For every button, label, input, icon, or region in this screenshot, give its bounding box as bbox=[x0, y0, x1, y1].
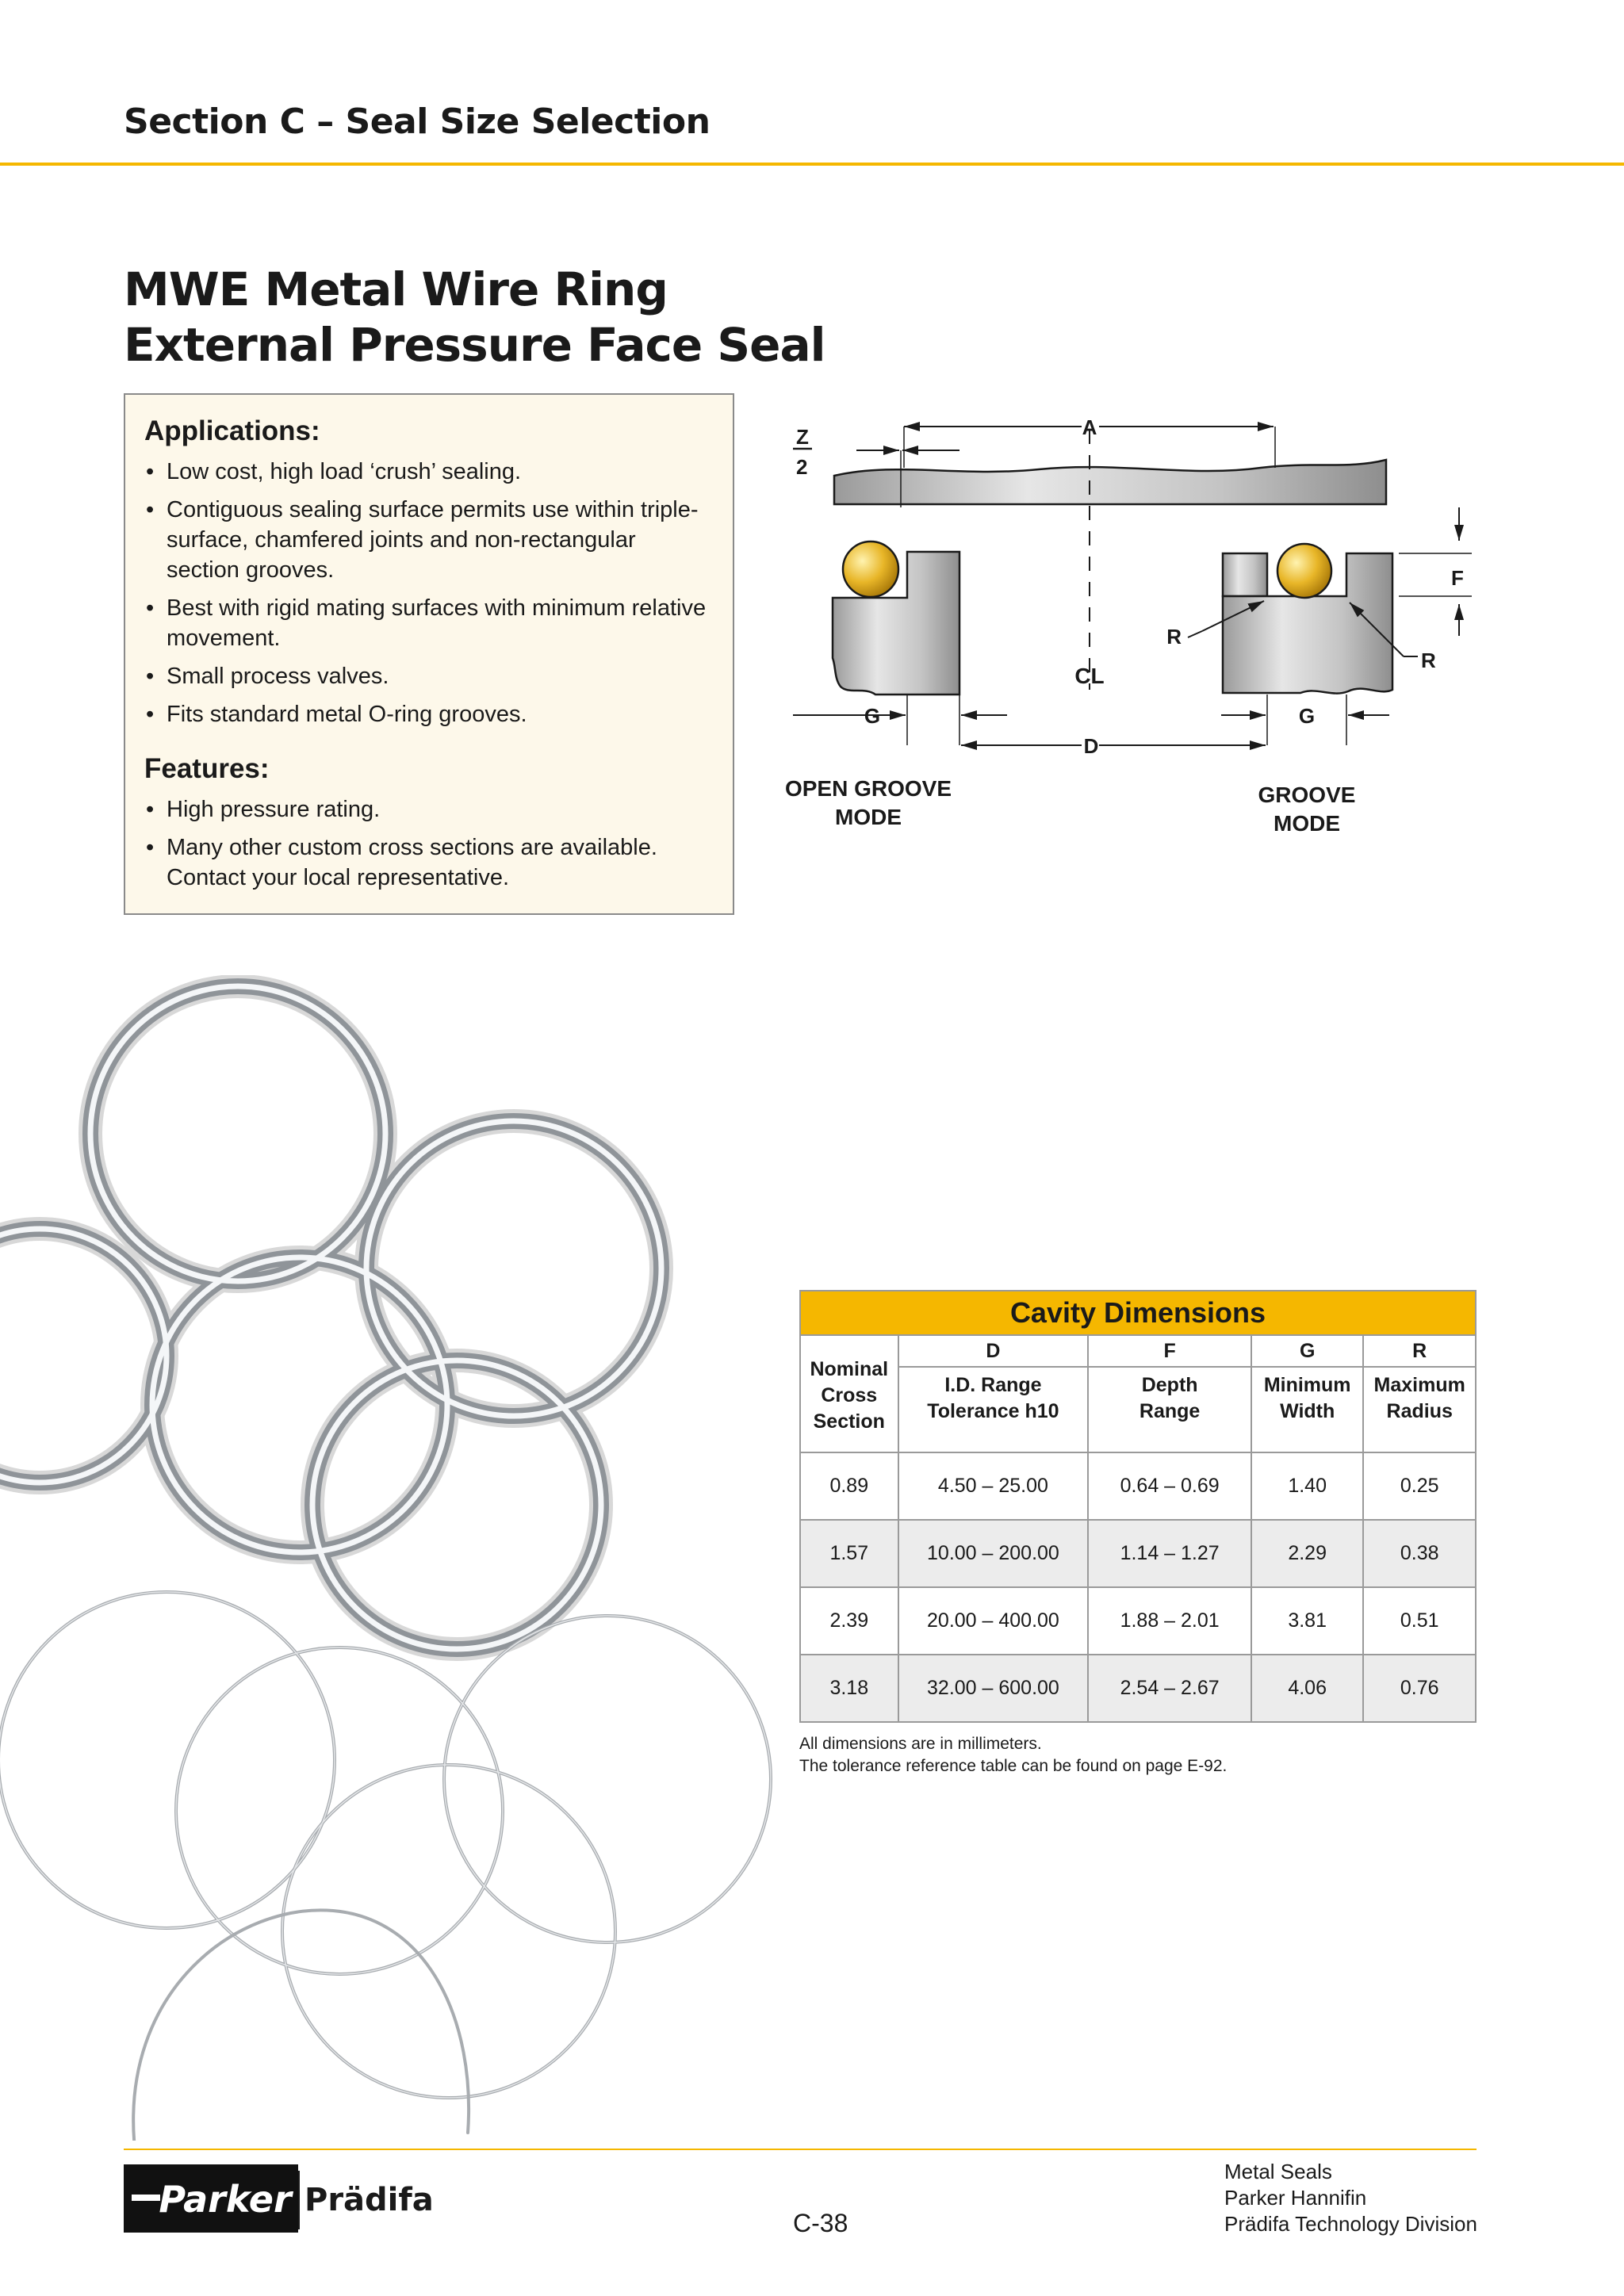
open-groove-label-line1: OPEN GROOVE bbox=[784, 776, 952, 801]
table-cell: 2.54 – 2.67 bbox=[1088, 1655, 1251, 1722]
list-item: • Best with rigid mating surfaces with minimum relative movement. bbox=[144, 593, 712, 653]
open-groove-label-line2: MODE bbox=[835, 805, 902, 829]
page-title-line2: External Pressure Face Seal bbox=[124, 318, 825, 372]
table-cell: 0.64 – 0.69 bbox=[1088, 1452, 1251, 1520]
label-g-left: G bbox=[864, 704, 881, 728]
features-heading: Features: bbox=[144, 753, 270, 784]
table-cell: 1.14 – 1.27 bbox=[1088, 1520, 1251, 1587]
header-g-sub: Minimum Width bbox=[1251, 1367, 1363, 1452]
header-f: F bbox=[1088, 1335, 1251, 1367]
label-a: A bbox=[1082, 415, 1097, 439]
table-row bbox=[800, 1655, 1476, 1722]
info-box bbox=[124, 393, 734, 915]
table-cell: 0.51 bbox=[1363, 1587, 1476, 1655]
list-item: • Small process valves. bbox=[144, 661, 712, 691]
label-2: 2 bbox=[796, 455, 808, 479]
label-g-right: G bbox=[1298, 704, 1316, 728]
table-cell: 1.88 – 2.01 bbox=[1088, 1587, 1251, 1655]
header-nominal: Nominal Cross Section bbox=[800, 1335, 898, 1452]
right-flange-outer bbox=[1223, 553, 1267, 596]
groove-label-line2: MODE bbox=[1274, 811, 1340, 836]
wire-rings-photo bbox=[0, 975, 793, 2141]
table-cell: 0.89 bbox=[800, 1452, 898, 1520]
parker-logo bbox=[124, 2164, 298, 2233]
groove-diagram bbox=[777, 404, 1491, 848]
label-centerline: CL bbox=[1074, 664, 1105, 688]
page-number: C-38 bbox=[793, 2209, 848, 2237]
table-cell: 3.18 bbox=[800, 1655, 898, 1722]
section-header: Section C – Seal Size Selection bbox=[124, 101, 710, 142]
header-d-sub: I.D. Range Tolerance h10 bbox=[898, 1367, 1089, 1452]
list-item: • Contiguous sealing surface permits use within triple-surface, chamfered joints and non-rectangular section grooves. bbox=[144, 495, 712, 585]
label-f: F bbox=[1451, 566, 1464, 590]
footer-line3: Prädifa Technology Division bbox=[1224, 2212, 1477, 2236]
table-title: Cavity Dimensions bbox=[800, 1291, 1476, 1335]
header-d: D bbox=[898, 1335, 1089, 1367]
table-cell: 20.00 – 400.00 bbox=[898, 1587, 1089, 1655]
table-cell: 32.00 – 600.00 bbox=[898, 1655, 1089, 1722]
table-note-tolerance: The tolerance reference table can be found on page E-92. bbox=[799, 1757, 1228, 1775]
table-note-units: All dimensions are in millimeters. bbox=[799, 1735, 1042, 1753]
applications-list bbox=[144, 457, 712, 729]
logo-divider bbox=[298, 2171, 300, 2229]
table-cell: 4.06 bbox=[1251, 1655, 1363, 1722]
left-ring-section bbox=[843, 541, 898, 597]
cavity-dimensions-table bbox=[799, 1290, 1477, 1723]
top-plate bbox=[834, 460, 1386, 504]
table-cell: 1.57 bbox=[800, 1520, 898, 1587]
table-row bbox=[800, 1452, 1476, 1520]
label-r-right: R bbox=[1421, 649, 1436, 672]
table-cell: 0.25 bbox=[1363, 1452, 1476, 1520]
table-cell: 0.38 bbox=[1363, 1520, 1476, 1587]
header-f-sub: Depth Range bbox=[1088, 1367, 1251, 1452]
table-cell: 2.29 bbox=[1251, 1520, 1363, 1587]
features-list bbox=[144, 794, 712, 893]
table-row bbox=[800, 1520, 1476, 1587]
table-row bbox=[800, 1587, 1476, 1655]
page-title-line1: MWE Metal Wire Ring bbox=[124, 262, 668, 316]
header-r: R bbox=[1363, 1335, 1476, 1367]
header-rule bbox=[0, 163, 1624, 166]
applications-heading: Applications: bbox=[144, 415, 320, 446]
logo-word: Parker bbox=[159, 2178, 292, 2221]
list-item: • Low cost, high load ‘crush’ sealing. bbox=[144, 457, 712, 487]
list-item: • Many other custom cross sections are available. Contact your local representative. bbox=[144, 832, 712, 893]
table-cell: 0.76 bbox=[1363, 1655, 1476, 1722]
logo-subbrand: Prädifa bbox=[304, 2182, 434, 2218]
list-item: • High pressure rating. bbox=[144, 794, 712, 825]
table-cell: 1.40 bbox=[1251, 1452, 1363, 1520]
label-r-left: R bbox=[1166, 625, 1182, 649]
groove-label-line1: GROOVE bbox=[1258, 783, 1356, 807]
footer-rule bbox=[124, 2149, 1477, 2150]
header-g: G bbox=[1251, 1335, 1363, 1367]
header-r-sub: Maximum Radius bbox=[1363, 1367, 1476, 1452]
label-z: Z bbox=[796, 425, 809, 449]
table-cell: 10.00 – 200.00 bbox=[898, 1520, 1089, 1587]
footer-line1: Metal Seals bbox=[1224, 2160, 1332, 2183]
table-cell: 3.81 bbox=[1251, 1587, 1363, 1655]
table-cell: 4.50 – 25.00 bbox=[898, 1452, 1089, 1520]
label-d: D bbox=[1083, 734, 1099, 758]
table-cell: 2.39 bbox=[800, 1587, 898, 1655]
footer-line2: Parker Hannifin bbox=[1224, 2186, 1367, 2210]
list-item: • Fits standard metal O-ring grooves. bbox=[144, 699, 712, 729]
right-ring-section bbox=[1277, 544, 1331, 598]
